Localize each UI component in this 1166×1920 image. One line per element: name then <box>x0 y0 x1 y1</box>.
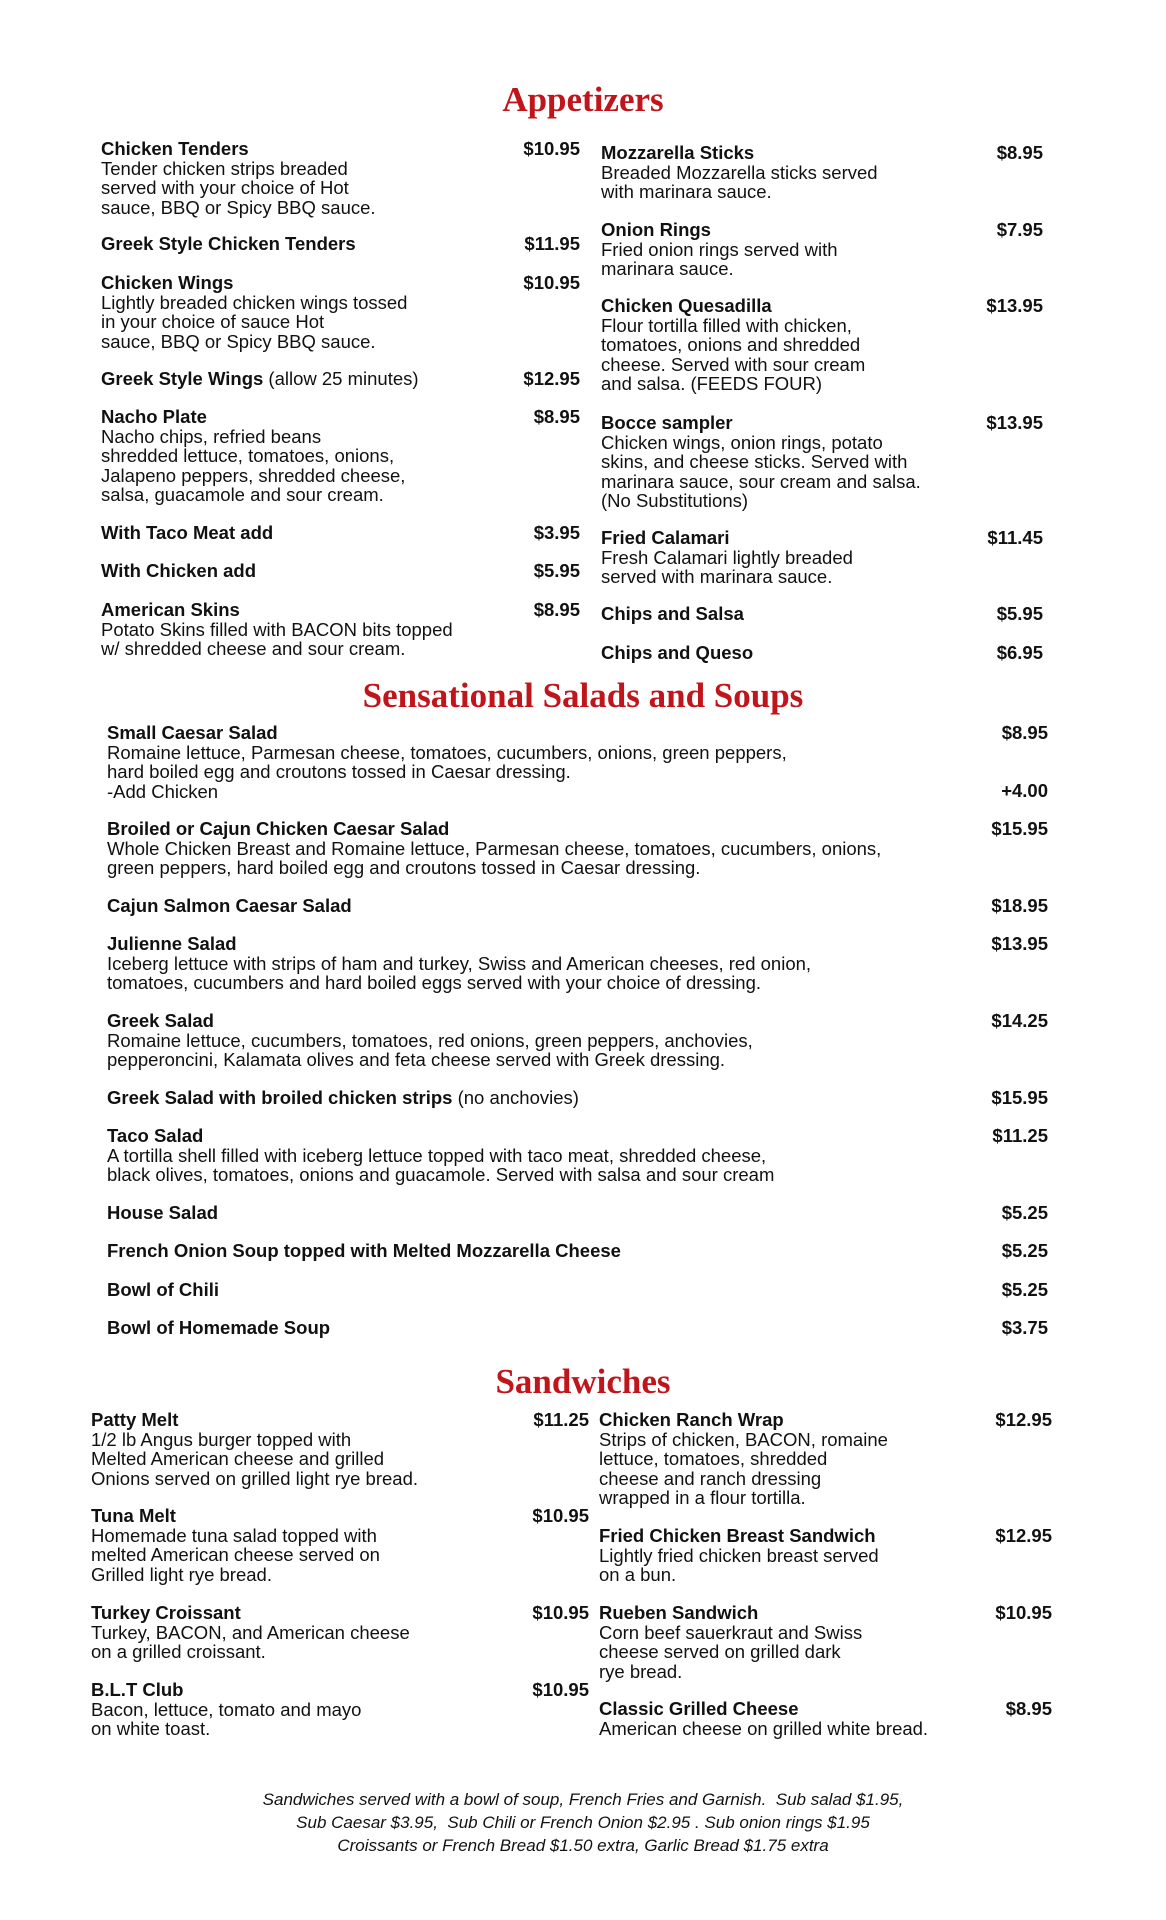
item-name: Julienne Salad <box>107 933 237 954</box>
footnote-line: Sub Caesar $3.95, Sub Chili or French Onion $2.95 . Sub onion rings $1.95 <box>296 1813 870 1832</box>
item-name: Chips and Salsa <box>601 603 744 624</box>
item-name: Classic Grilled Cheese <box>599 1698 799 1719</box>
menu-item <box>107 1280 219 1300</box>
item-price: $6.95 <box>996 642 1043 663</box>
item-price: $13.95 <box>991 933 1048 954</box>
menu-item <box>91 1680 361 1739</box>
item-description: Nacho chips, refried beans shredded lettuce, tomatoes, onions, Jalapeno peppers, shredded cheese, salsa, guacamole and sour cream. <box>101 425 406 506</box>
menu-item <box>601 604 744 624</box>
menu-item <box>107 896 352 916</box>
item-price: $11.25 <box>992 1125 1048 1146</box>
item-price: $5.95 <box>996 603 1043 624</box>
sandwiches-heading: Sandwiches <box>495 1362 671 1401</box>
item-description: Whole Chicken Breast and Romaine lettuce, Parmesan cheese, tomatoes, cucumbers, onions, green peppers, hard boiled egg and croutons tossed in Caesar dressing. <box>107 837 882 879</box>
menu-item <box>91 1410 418 1488</box>
item-name: Chicken Wings <box>101 272 234 293</box>
item-description: Lightly fried chicken breast served on a bun. <box>599 1544 879 1586</box>
item-note: (allow 25 minutes) <box>263 368 419 389</box>
item-description: Tender chicken strips breaded served with your choice of Hot sauce, BBQ or Spicy BBQ sauce. <box>101 157 376 218</box>
item-name: B.L.T Club <box>91 1679 184 1700</box>
item-price: $5.25 <box>1001 1240 1048 1261</box>
menu-item <box>101 139 376 217</box>
item-price: $10.95 <box>523 138 580 159</box>
item-price: $5.95 <box>533 560 580 581</box>
item-name: French Onion Soup topped with Melted Mozzarella Cheese <box>107 1240 621 1261</box>
footnote-line: Croissants or French Bread $1.50 extra, Garlic Bread $1.75 extra <box>337 1836 829 1855</box>
item-name: Small Caesar Salad <box>107 722 278 743</box>
menu-item <box>107 819 881 878</box>
item-price: $10.95 <box>995 1602 1052 1623</box>
menu-item <box>107 1241 621 1261</box>
item-price: $10.95 <box>532 1602 589 1623</box>
item-price: $8.95 <box>533 599 580 620</box>
item-price: $15.95 <box>991 818 1048 839</box>
item-name: Bocce sampler <box>601 412 733 433</box>
menu-item <box>91 1506 380 1584</box>
item-name: Bowl of Homemade Soup <box>107 1317 331 1338</box>
menu-item <box>107 723 787 801</box>
item-price: $8.95 <box>1005 1698 1052 1719</box>
item-name: Taco Salad <box>107 1125 204 1146</box>
item-name: With Taco Meat add <box>101 522 274 543</box>
item-description: Bacon, lettuce, tomato and mayo on white toast. <box>91 1698 362 1740</box>
sandwich-footnote <box>0 1788 1166 1857</box>
menu-item <box>107 1088 579 1108</box>
item-price: $3.75 <box>1001 1317 1048 1338</box>
item-name: Chips and Queso <box>601 642 754 663</box>
item-name: Patty Melt <box>91 1409 179 1430</box>
item-price: $8.95 <box>996 142 1043 163</box>
item-description: Homemade tuna salad topped with melted American cheese served on Grilled light rye bread. <box>91 1524 380 1585</box>
item-description: Fresh Calamari lightly breaded served with marinara sauce. <box>601 546 853 588</box>
item-price: $3.95 <box>533 522 580 543</box>
menu-item <box>601 143 878 202</box>
item-name: Bowl of Chili <box>107 1279 220 1300</box>
item-name: Greek Salad <box>107 1010 214 1031</box>
menu-item <box>101 561 256 581</box>
item-price: $14.25 <box>991 1010 1048 1031</box>
menu-item <box>101 234 356 254</box>
item-price: $10.95 <box>532 1505 589 1526</box>
item-note: (no anchovies) <box>452 1087 579 1108</box>
menu-item <box>107 1203 218 1223</box>
item-description: Potato Skins filled with BACON bits topped w/ shredded cheese and sour cream. <box>101 618 453 660</box>
salads-heading: Sensational Salads and Soups <box>362 676 804 715</box>
item-name: Rueben Sandwich <box>599 1602 759 1623</box>
item-name: Cajun Salmon Caesar Salad <box>107 895 352 916</box>
item-name: Nacho Plate <box>101 406 207 427</box>
item-name: Onion Rings <box>601 219 711 240</box>
item-description: Breaded Mozzarella sticks served with marinara sauce. <box>601 161 878 203</box>
menu-item <box>101 273 407 351</box>
item-description: Fried onion rings served with marinara sauce. <box>601 238 838 280</box>
item-name: Greek Style Wings <box>101 368 264 389</box>
menu-item <box>599 1526 879 1585</box>
item-price: $8.95 <box>1001 722 1048 743</box>
menu-item <box>101 523 273 543</box>
menu-item <box>91 1603 410 1662</box>
item-description: 1/2 lb Angus burger topped with Melted American cheese and grilled Onions served on grilled light rye bread. <box>91 1428 419 1489</box>
item-description: Iceberg lettuce with strips of ham and turkey, Swiss and American cheeses, red onion, tomatoes, cucumbers and hard boiled eggs served with your choice of dressing. <box>107 952 812 994</box>
menu-item <box>601 413 921 511</box>
menu-item <box>107 1011 753 1070</box>
item-price: $11.25 <box>533 1409 589 1430</box>
item-name: Broiled or Cajun Chicken Caesar Salad <box>107 818 450 839</box>
item-name: Turkey Croissant <box>91 1602 241 1623</box>
item-price: $5.25 <box>1001 1279 1048 1300</box>
menu-item <box>599 1410 888 1508</box>
item-description: Strips of chicken, BACON, romaine lettuce, tomatoes, shredded cheese and ranch dressing wrapped in a flour tortilla. <box>599 1428 888 1509</box>
menu-item <box>601 220 838 279</box>
menu-item <box>101 369 419 389</box>
item-description: Flour tortilla filled with chicken, tomatoes, onions and shredded cheese. Served with sour cream and salsa. (FEEDS FOUR) <box>601 314 866 395</box>
item-name: Mozzarella Sticks <box>601 142 755 163</box>
item-name: Greek Style Chicken Tenders <box>101 233 356 254</box>
item-description: Romaine lettuce, Parmesan cheese, tomatoes, cucumbers, onions, green peppers, hard boiled egg and croutons tossed in Caesar dressing. -Add Chicken <box>107 741 787 802</box>
menu-item <box>601 296 865 394</box>
item-name: Fried Chicken Breast Sandwich <box>599 1525 876 1546</box>
item-price: $5.25 <box>1001 1202 1048 1223</box>
item-description: Turkey, BACON, and American cheese on a grilled croissant. <box>91 1621 410 1663</box>
item-price: $15.95 <box>991 1087 1048 1108</box>
item-name: Chicken Ranch Wrap <box>599 1409 784 1430</box>
item-price: $13.95 <box>986 412 1043 433</box>
menu-item <box>101 407 405 505</box>
item-description: Lightly breaded chicken wings tossed in your choice of sauce Hot sauce, BBQ or Spicy BBQ sauce. <box>101 291 408 352</box>
item-name: Fried Calamari <box>601 527 730 548</box>
item-price: $18.95 <box>991 895 1048 916</box>
menu-item <box>599 1603 862 1681</box>
item-name: House Salad <box>107 1202 219 1223</box>
item-description: Chicken wings, onion rings, potato skins, and cheese sticks. Served with marinara sauce, sour cream and salsa. (No Substitutions) <box>601 431 921 512</box>
menu-item <box>107 1318 330 1338</box>
item-name: Greek Salad with broiled chicken strips <box>107 1087 453 1108</box>
menu-item <box>107 934 811 993</box>
item-price: $11.45 <box>987 527 1043 548</box>
appetizers-heading: Appetizers <box>502 80 664 119</box>
menu-item <box>601 643 753 663</box>
item-description: Romaine lettuce, cucumbers, tomatoes, red onions, green peppers, anchovies, pepperoncini, Kalamata olives and feta cheese served with Greek dressing. <box>107 1029 753 1071</box>
footnote-line: Sandwiches served with a bowl of soup, French Fries and Garnish. Sub salad $1.95, <box>262 1790 904 1809</box>
item-price: $10.95 <box>532 1679 589 1700</box>
item-description: American cheese on grilled white bread. <box>599 1717 929 1739</box>
item-price: $10.95 <box>523 272 580 293</box>
menu-item <box>107 1126 774 1185</box>
item-description: Corn beef sauerkraut and Swiss cheese served on grilled dark rye bread. <box>599 1621 863 1682</box>
item-name: With Chicken add <box>101 560 257 581</box>
item-price: $12.95 <box>995 1525 1052 1546</box>
item-price: $13.95 <box>986 295 1043 316</box>
item-price: $12.95 <box>995 1409 1052 1430</box>
item-price: $7.95 <box>996 219 1043 240</box>
item-price: $8.95 <box>533 406 580 427</box>
item-price: $11.95 <box>524 233 580 254</box>
menu-item <box>599 1699 928 1738</box>
item-name: Tuna Melt <box>91 1505 176 1526</box>
menu-item <box>101 600 453 659</box>
item-name: Chicken Tenders <box>101 138 249 159</box>
menu-item <box>601 528 853 587</box>
item-price: $12.95 <box>523 368 580 389</box>
item-name: Chicken Quesadilla <box>601 295 772 316</box>
item-extra-price: +4.00 <box>1001 780 1048 801</box>
item-name: American Skins <box>101 599 240 620</box>
item-description: A tortilla shell filled with iceberg lettuce topped with taco meat, shredded cheese, black olives, tomatoes, onions and guacamole. Served with salsa and sour cream <box>107 1144 775 1186</box>
